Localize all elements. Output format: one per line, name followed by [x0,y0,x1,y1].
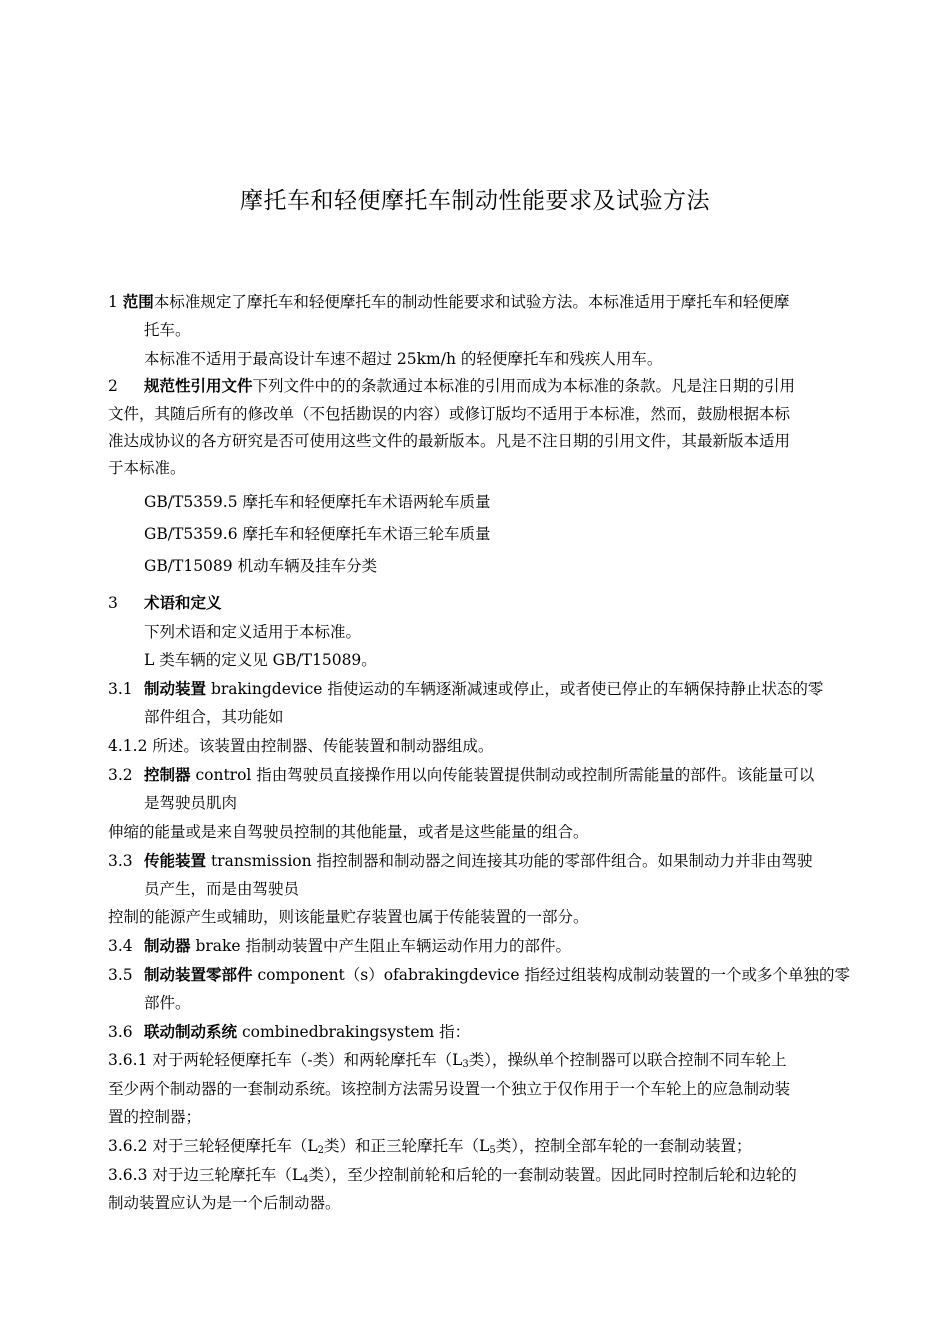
reference-item: GB/T5359.5 摩托车和轻便摩托车术语两轮车质量 [144,493,491,511]
definition-3-1-line-1: 3.1 制动装置 brakingdevice 指使运动的车辆逐渐减速或停止，或者使已停止的车辆保持静止状态的零 [108,680,824,698]
definition-3-2-line-2: 是驾驶员肌肉 [144,794,238,812]
definition-term: 联动制动系统 [144,1023,238,1041]
definition-3-2-line-3: 伸缩的能量或是来自驾驶员控制的其他能量，或者是这些能量的组合。 [108,823,589,841]
section-2-line-2: 文件，其随后所有的修改单（不包括勘误的内容）或修订版均不适用于本标准，然而，鼓励根据本标 [108,405,791,423]
reference-item: GB/T15089 机动车辆及挂车分类 [144,557,378,575]
section-2-line-4: 于本标准。 [108,459,186,477]
definition-3-3-line-1: 3.3 传能装置 transmission 指控制器和制动器之间连接其功能的零部件组合。如果制动力并非由驾驶 [108,852,813,870]
definition-3-1-line-2: 部件组合，其功能如 [144,708,284,726]
clause-3-6-1-line-2: 至少两个制动器的一套制动系统。该控制方法需另设置一个独立于仅作用于一个车轮上的应急制动装 [108,1080,791,1098]
definition-3-3-line-2: 员产生，而是由驾驶员 [144,880,300,898]
section-1-line-3: 本标准不适用于最高设计车速不超过 25km/h 的轻便摩托车和残疾人用车。 [144,350,663,368]
section-2-heading: 规范性引用文件 [144,377,253,395]
clause-3-6-1-line-1: 3.6.1 对于两轮轻便摩托车（-类）和两轮摩托车（$L_3$类），操纵单个控制器可以联合控制不同车轮上 [108,1051,787,1070]
definition-term: 制动器 [144,937,191,955]
section-1-line-1: 1 范围本标准规定了摩托车和轻便摩托车的制动性能要求和试验方法。本标准适用于摩托车和轻便摩 [108,293,790,311]
definition-term: 制动装置 [144,680,207,698]
section-3-line-2: L 类车辆的定义见 GB/T15089。 [144,651,377,669]
section-3-heading-line [108,593,222,613]
definition-3-3-line-3: 控制的能源产生或辅助，则该能量贮存装置也属于传能装置的一部分。 [108,908,589,926]
section-1-heading: 范围 [122,293,154,311]
definition-term: 制动装置零部件 [144,966,253,984]
clause-3-6-3-line-2: 制动装置应认为是一个后制动器。 [108,1194,341,1212]
definition-3-4-line-1: 3.4 制动器 brake 指制动装置中产生阻止车辆运动作用力的部件。 [108,937,572,955]
clause-3-6-3-line-1: 3.6.3 对于边三轮摩托车（$L_4$类），至少控制前轮和后轮的一套制动装置。因此同时控制后轮和边轮的 [108,1166,797,1185]
definition-3-5-line-1: 3.5 制动装置零部件 component（s）ofabrakingdevice 指经过组装构成制动装置的一个或多个单独的零 [108,966,850,984]
section-2-line-3: 准达成协议的各方研究是否可使用这些文件的最新版本。凡是不注日期的引用文件，其最新版本适用 [108,432,791,450]
reference-item: GB/T5359.6 摩托车和轻便摩托车术语三轮车质量 [144,525,491,543]
definition-3-1-line-3: 4.1.2 所述。该装置由控制器、传能装置和制动器组成。 [108,737,494,755]
clause-3-6-1-line-3: 置的控制器； [108,1108,202,1126]
section-3-number: 3 [108,594,118,612]
clause-3-6-2-line-1: 3.6.2 对于三轮轻便摩托车（$L_2$类）和正三轮摩托车（$L_5$类），控制全部车轮的一套制动装置； [108,1137,752,1156]
definition-term: 传能装置 [144,852,207,870]
section-2-line-1: 2 规范性引用文件下列文件中的的条款通过本标准的引用而成为本标准的条款。凡是注日期的引用 [108,377,796,395]
section-3-line-1: 下列术语和定义适用于本标准。 [144,623,362,641]
document-title: 摩托车和轻便摩托车制动性能要求及试验方法 [240,188,710,214]
section-1-line-2: 托车。 [144,321,191,339]
section-3-heading: 术语和定义 [144,594,222,612]
definition-3-2-line-1: 3.2 控制器 control 指由驾驶员直接操作用以向传能装置提供制动或控制所需能量的部件。该能量可以 [108,766,815,784]
section-1-number: 1 [108,293,123,311]
section-2-number: 2 [108,377,118,395]
definition-term: 控制器 [144,766,191,784]
definition-3-6-line-1: 3.6 联动制动系统 combinedbrakingsystem 指： [108,1023,471,1041]
definition-3-5-line-2: 部件。 [144,994,191,1012]
